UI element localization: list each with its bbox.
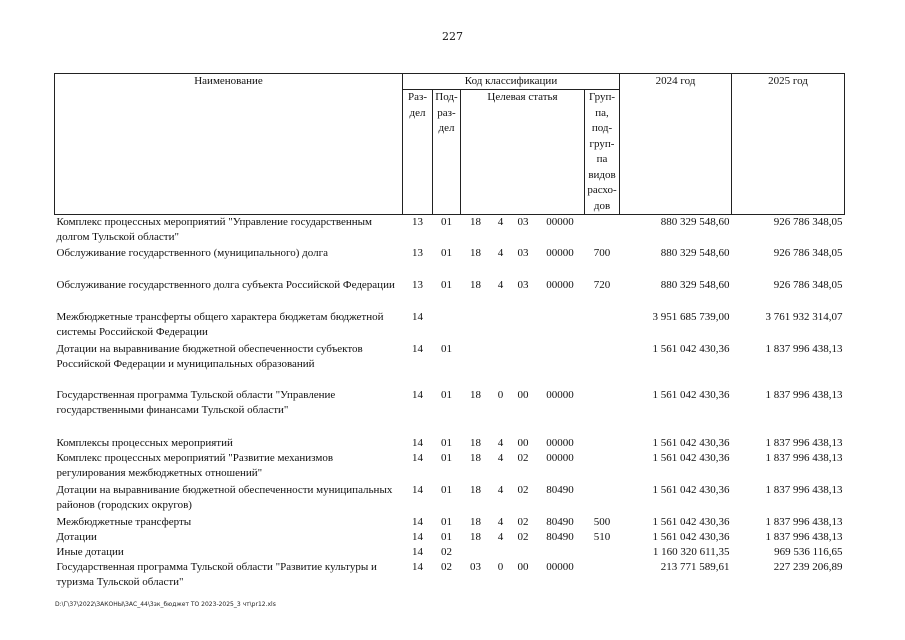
row-amount-2024: 1 561 042 430,36 — [652, 388, 730, 401]
budget-table — [54, 73, 845, 590]
row-podrazdel: 01 — [441, 451, 452, 464]
row-name: Комплекс процессных мероприятий "Развитие механизмов регулирования межбюджетных отношений" — [56, 451, 334, 479]
table-row — [55, 388, 845, 436]
row-amount-2025: 1 837 996 438,13 — [765, 388, 843, 401]
row-razdel: 14 — [412, 545, 423, 558]
row-target-direction: 00000 — [546, 388, 574, 401]
header-name: Наименование — [55, 74, 403, 215]
row-target-subprogram: 00 — [517, 436, 529, 449]
row-podrazdel: 01 — [441, 436, 452, 449]
page-number: 227 — [442, 30, 463, 43]
row-name: Иные дотации — [56, 545, 124, 558]
header-podrazdel: Под- раз- дел — [433, 90, 461, 215]
row-amount-2025: 1 837 996 438,13 — [765, 436, 843, 449]
row-razdel: 14 — [412, 388, 423, 401]
row-name: Межбюджетные трансферты общего характера бюджетам бюджетной системы Российской Федерации — [56, 310, 384, 338]
row-amount-2025: 3 761 932 314,07 — [765, 310, 843, 323]
row-target-type — [491, 310, 511, 342]
row-amount-2024: 1 160 320 611,35 — [652, 545, 730, 558]
row-podrazdel: 02 — [441, 545, 452, 558]
table-row — [55, 530, 845, 545]
row-razdel: 14 — [412, 310, 423, 323]
row-target-direction — [536, 545, 585, 560]
row-vid-rashodov — [585, 436, 620, 451]
header-2025: 2025 год — [732, 74, 845, 215]
row-vid-rashodov: 720 — [593, 278, 611, 291]
row-amount-2025: 1 837 996 438,13 — [765, 451, 843, 464]
row-target-program: 18 — [470, 515, 481, 528]
row-target-program: 18 — [470, 451, 481, 464]
header-razdel: Раз- дел — [403, 90, 433, 215]
row-razdel: 14 — [412, 451, 423, 464]
row-target-type: 0 — [497, 560, 504, 573]
row-target-program: 18 — [470, 436, 481, 449]
row-razdel: 13 — [412, 216, 423, 228]
row-vid-rashodov — [585, 451, 620, 483]
row-razdel: 14 — [412, 342, 423, 355]
row-vid-rashodov: 510 — [593, 530, 611, 543]
row-target-program — [461, 342, 491, 388]
row-podrazdel: 01 — [441, 216, 452, 228]
row-name: Дотации на выравнивание бюджетной обеспеченности муниципальных районов (городских округов) — [56, 483, 393, 511]
row-amount-2025: 926 786 348,05 — [773, 216, 843, 228]
row-vid-rashodov — [585, 215, 620, 246]
row-target-type: 4 — [497, 530, 504, 543]
row-target-direction: 80490 — [546, 515, 574, 528]
table-row — [55, 246, 845, 278]
row-name: Комплекс процессных мероприятий "Управление государственным долгом Тульской области" — [56, 216, 372, 243]
row-name: Межбюджетные трансферты — [56, 515, 192, 528]
row-amount-2024: 880 329 548,60 — [660, 216, 730, 228]
row-target-type — [491, 342, 511, 388]
row-razdel: 14 — [412, 515, 423, 528]
table-row — [55, 310, 845, 342]
row-name: Государственная программа Тульской области "Развитие культуры и туризма Тульской области" — [56, 560, 377, 588]
row-target-subprogram: 03 — [517, 216, 529, 228]
row-vid-rashodov: 500 — [593, 515, 611, 528]
row-target-subprogram — [511, 545, 536, 560]
row-target-direction — [536, 342, 585, 388]
row-name: Обслуживание государственного долга субъекта Российской Федерации — [56, 278, 395, 291]
row-razdel: 14 — [412, 483, 423, 496]
row-amount-2024: 880 329 548,60 — [660, 246, 730, 259]
row-target-subprogram: 02 — [517, 530, 529, 543]
row-vid-rashodov — [585, 545, 620, 560]
table-row — [55, 515, 845, 530]
row-amount-2025: 926 786 348,05 — [773, 246, 843, 259]
table-row — [55, 483, 845, 515]
row-podrazdel — [433, 310, 461, 342]
row-vid-rashodov — [585, 388, 620, 436]
row-target-program: 18 — [470, 530, 481, 543]
row-target-type: 4 — [497, 436, 504, 449]
row-amount-2025: 926 786 348,05 — [773, 278, 843, 291]
row-amount-2024: 3 951 685 739,00 — [652, 310, 730, 323]
row-amount-2024: 1 561 042 430,36 — [652, 436, 730, 449]
row-target-direction: 80490 — [546, 530, 574, 543]
row-target-program: 18 — [470, 246, 481, 259]
row-target-type — [491, 545, 511, 560]
row-name: Государственная программа Тульской области "Управление государственными финансами Тульской области" — [56, 388, 336, 416]
row-target-type: 4 — [497, 216, 504, 228]
row-vid-rashodov — [585, 342, 620, 388]
row-target-program: 03 — [470, 560, 481, 573]
row-target-program: 18 — [470, 216, 481, 228]
row-amount-2025: 1 837 996 438,13 — [765, 515, 843, 528]
row-target-direction: 00000 — [546, 246, 574, 259]
row-target-subprogram — [511, 310, 536, 342]
row-podrazdel: 02 — [441, 560, 452, 573]
table-body — [55, 215, 845, 590]
row-amount-2024: 1 561 042 430,36 — [652, 515, 730, 528]
file-path: D:\Г\37\2022\ЗАКОНЫ\ЗАС_44\3зк_бюджет ТО 2023-2025_3 чт\pr12.xls — [55, 601, 276, 608]
row-podrazdel: 01 — [441, 246, 452, 259]
row-target-program — [461, 545, 491, 560]
header-vid-rashodov: Груп- па, под- груп- па видов расхо- дов — [585, 90, 620, 215]
row-target-direction: 00000 — [546, 451, 574, 464]
table-row — [55, 436, 845, 451]
row-target-subprogram: 00 — [517, 560, 529, 573]
row-target-subprogram: 03 — [517, 246, 529, 259]
row-razdel: 14 — [412, 436, 423, 449]
table-row — [55, 215, 845, 246]
row-target-subprogram: 00 — [517, 388, 529, 401]
row-vid-rashodov: 700 — [593, 246, 611, 259]
row-target-subprogram: 02 — [517, 483, 529, 496]
row-amount-2024: 1 561 042 430,36 — [652, 342, 730, 355]
row-razdel: 13 — [412, 246, 423, 259]
row-name: Обслуживание государственного (муниципального) долга — [56, 246, 329, 259]
header-target-article: Целевая статья — [461, 90, 585, 215]
row-amount-2025: 1 837 996 438,13 — [765, 342, 843, 355]
row-target-subprogram: 02 — [517, 451, 529, 464]
row-target-direction: 00000 — [546, 216, 574, 228]
row-amount-2024: 1 561 042 430,36 — [652, 451, 730, 464]
table-row — [55, 545, 845, 560]
row-razdel: 14 — [412, 560, 423, 573]
row-target-type: 4 — [497, 483, 504, 496]
row-podrazdel: 01 — [441, 388, 452, 401]
row-podrazdel: 01 — [441, 342, 452, 355]
row-target-type: 4 — [497, 278, 504, 291]
row-podrazdel: 01 — [441, 278, 452, 291]
row-target-program: 18 — [470, 278, 481, 291]
row-target-program — [461, 310, 491, 342]
row-target-subprogram: 02 — [517, 515, 529, 528]
row-target-direction — [536, 310, 585, 342]
row-target-program: 18 — [470, 388, 481, 401]
row-podrazdel: 01 — [441, 515, 452, 528]
row-amount-2025: 1 837 996 438,13 — [765, 530, 843, 543]
row-name: Дотации на выравнивание бюджетной обеспеченности субъектов Российской Федерации и муниципальных образований — [56, 342, 363, 370]
header-2024: 2024 год — [620, 74, 732, 215]
row-target-subprogram — [511, 342, 536, 388]
row-target-program: 18 — [470, 483, 481, 496]
row-razdel: 14 — [412, 530, 423, 543]
row-target-subprogram: 03 — [517, 278, 529, 291]
table-row — [55, 451, 845, 483]
row-target-type: 4 — [497, 246, 504, 259]
row-vid-rashodov — [585, 560, 620, 590]
row-amount-2024: 1 561 042 430,36 — [652, 483, 730, 496]
table-row — [55, 278, 845, 310]
table-row — [55, 342, 845, 388]
row-name: Дотации — [56, 530, 97, 543]
row-target-direction: 00000 — [546, 278, 574, 291]
row-amount-2025: 1 837 996 438,13 — [765, 483, 843, 496]
table-row — [55, 560, 845, 590]
row-amount-2025: 969 536 116,65 — [774, 545, 843, 558]
row-target-type: 0 — [497, 388, 504, 401]
row-target-direction: 00000 — [546, 560, 574, 573]
row-podrazdel: 01 — [441, 483, 452, 496]
row-amount-2025: 227 239 206,89 — [773, 560, 843, 573]
row-vid-rashodov — [585, 483, 620, 515]
row-name: Комплексы процессных мероприятий — [56, 436, 233, 449]
header-code-group: Код классификации — [403, 74, 620, 90]
row-target-type: 4 — [497, 515, 504, 528]
row-target-direction: 00000 — [546, 436, 574, 449]
row-vid-rashodov — [585, 310, 620, 342]
row-target-type: 4 — [497, 451, 504, 464]
row-razdel: 13 — [412, 278, 423, 291]
row-amount-2024: 1 561 042 430,36 — [652, 530, 730, 543]
row-podrazdel: 01 — [441, 530, 452, 543]
row-target-direction: 80490 — [546, 483, 574, 496]
row-amount-2024: 880 329 548,60 — [660, 278, 730, 291]
row-amount-2024: 213 771 589,61 — [660, 560, 730, 573]
